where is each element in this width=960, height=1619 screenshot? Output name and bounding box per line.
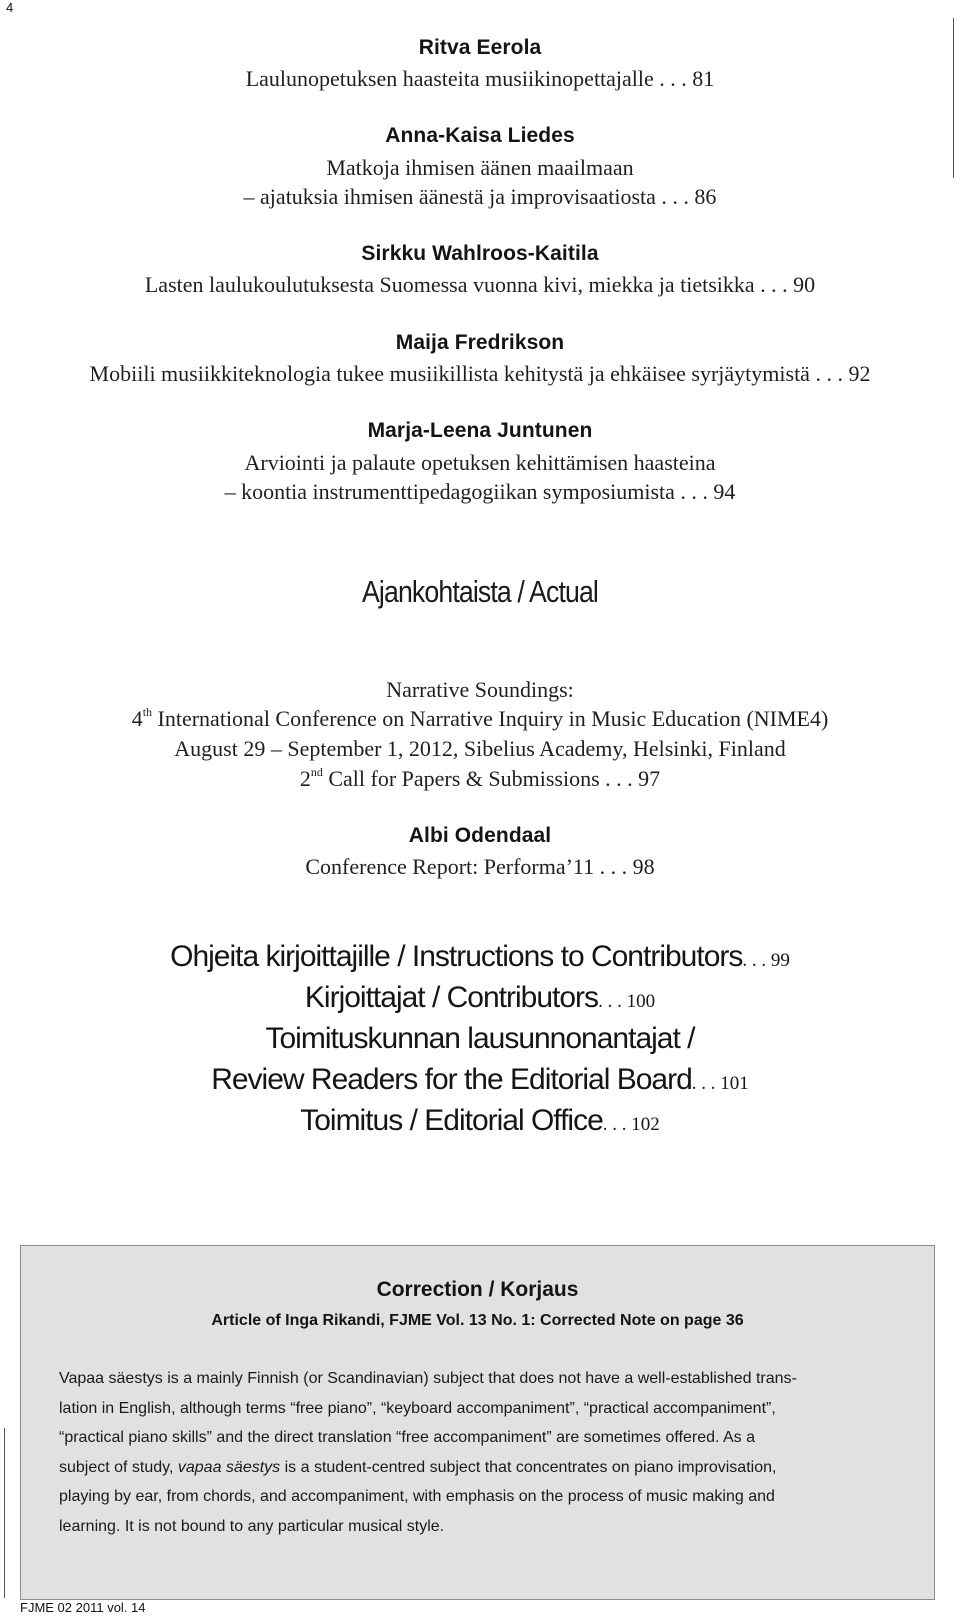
conference-line: 4th International Conference on Narrative Inquiry in Music Education (NIME4): [131, 704, 829, 731]
correction-line: lation in English, although terms “free piano”, “keyboard accompaniment”, “practical accompaniment”,: [59, 1399, 776, 1417]
toc-title-line: Mobiili musiikkiteknologia tukee musiikillista kehitystä ja ehkäisee syrjäytymistä . . . 92: [89, 361, 871, 386]
backmatter-item: Toimitus / Editorial Office. . . 102: [300, 1104, 660, 1137]
conference-line: 2nd Call for Papers & Submissions . . . 97: [299, 764, 661, 791]
toc-author: Maija Fredrikson: [395, 331, 565, 354]
toc-author: Ritva Eerola: [418, 36, 542, 59]
toc-author: Sirkku Wahlroos-Kaitila: [361, 242, 599, 265]
toc-title-line: Arviointi ja palaute opetuksen kehittämisen haasteina: [244, 450, 716, 475]
margin-rule-left: [4, 1428, 5, 1598]
toc-title-line: Matkoja ihmisen äänen maailmaan: [326, 155, 634, 180]
toc-title-line: – koontia instrumenttipedagogiikan symposiumista . . . 94: [224, 479, 736, 504]
toc-title-line: Conference Report: Performa’11 . . . 98: [305, 854, 655, 879]
correction-line: “practical piano skills” and the direct translation “free accompaniment” are sometimes offered. As a: [59, 1429, 756, 1447]
toc-title-line: Lasten laulukoulutuksesta Suomessa vuonna kivi, miekka ja tietsikka . . . 90: [144, 272, 816, 297]
section-heading: Ajankohtaista / Actual: [361, 574, 598, 609]
backmatter-item: Review Readers for the Editorial Board. . . 101: [211, 1063, 749, 1096]
toc-title-line: Laulunopetuksen haasteita musiikinopettajalle . . . 81: [245, 66, 715, 91]
conference-line: Narrative Soundings:: [386, 677, 574, 702]
conference-line: August 29 – September 1, 2012, Sibelius Academy, Helsinki, Finland: [174, 736, 786, 761]
backmatter-item: Toimituskunnan lausunnonantajat /: [265, 1022, 695, 1055]
footer-journal-info: FJME 02 2011 vol. 14: [20, 1600, 146, 1615]
toc-author: Anna-Kaisa Liedes: [385, 124, 575, 147]
backmatter-item: Kirjoittajat / Contributors. . . 100: [304, 981, 656, 1014]
toc-author: Albi Odendaal: [408, 824, 552, 847]
toc-title-line: – ajatuksia ihmisen äänestä ja improvisaatiosta . . . 86: [243, 184, 717, 209]
correction-line: Vapaa säestys is a mainly Finnish (or Scandinavian) subject that does not have a well-established trans-: [59, 1370, 797, 1387]
correction-body: [59, 1364, 904, 1542]
correction-title: Correction / Korjaus: [376, 1278, 579, 1301]
backmatter-item: Ohjeita kirjoittajille / Instructions to Contributors. . . 99: [170, 940, 790, 973]
page-number: 4: [6, 0, 14, 15]
correction-subtitle: Article of Inga Rikandi, FJME Vol. 13 No. 1: Corrected Note on page 36: [211, 1312, 744, 1329]
correction-line: learning. It is not bound to any particular musical style.: [59, 1517, 445, 1535]
correction-box: [20, 1245, 935, 1600]
correction-line: subject of study, vapaa säestys is a student-centred subject that concentrates on piano improvisation,: [59, 1458, 777, 1476]
toc-author: Marja-Leena Juntunen: [367, 419, 593, 442]
correction-line: playing by ear, from chords, and accompaniment, with emphasis on the process of music making and: [59, 1488, 775, 1506]
